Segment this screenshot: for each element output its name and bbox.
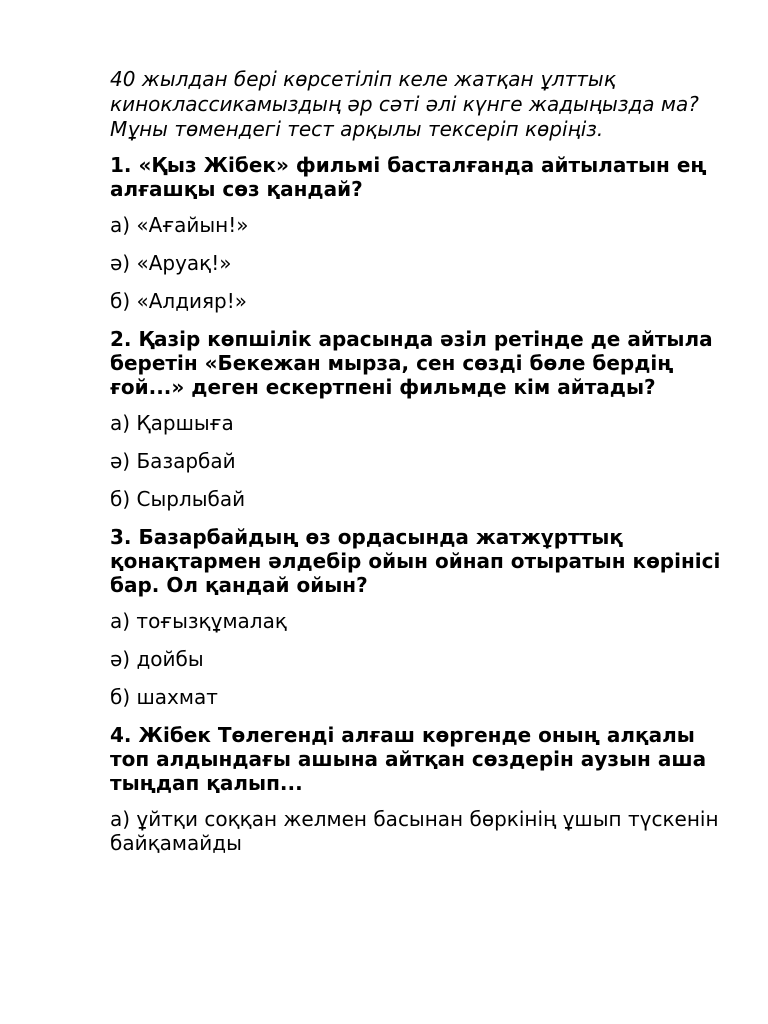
answer-option: а) тоғызқұмалақ [110,609,287,633]
question-block-2 [110,327,730,511]
answer-option: б) Сырлыбай [110,487,246,511]
question-block-4 [110,723,730,855]
answer-option: а) «Ағайын!» [110,213,249,237]
answer-option: б) шахмат [110,685,218,709]
question-text: 2. Қазір көпшілік арасында әзіл ретінде де айтыла беретін «Бекежан мырза, сен сөзді бөле бердің ғой...» деген ескертпені фильмде кім айтады? [110,327,713,399]
answer-option: ә) «Аруақ!» [110,251,232,275]
question-text: 3. Базарбайдың өз ордасында жатжұрттық қонақтармен әлдебір ойын ойнап отыратын көрінісі бар. Ол қандай ойын? [110,525,721,597]
answer-option: ә) дойбы [110,647,204,671]
question-block-3 [110,525,730,709]
answer-option: ә) Базарбай [110,449,236,473]
answer-option: а) Қаршыға [110,411,234,435]
question-block-1 [110,153,730,313]
question-text: 4. Жібек Төлегенді алғаш көргенде оның алқалы топ алдындағы ашына айтқан сөздерін аузын аша тыңдап қалып... [110,723,707,795]
intro-paragraph: 40 жылдан бері көрсетіліп келе жатқан ұлттық киноклассикамыздың әр сәті әлі күнге жадыңызда ма? Мұны төмендегі тест арқылы тексеріп көріңіз. [110,67,699,141]
document-page [110,67,730,869]
answer-option: а) ұйтқи соққан желмен басынан бөркінің ұшып түскенін байқамайды [110,807,719,855]
answer-option: б) «Алдияр!» [110,289,248,313]
question-text: 1. «Қыз Жібек» фильмі басталғанда айтылатын ең алғашқы сөз қандай? [110,153,707,201]
